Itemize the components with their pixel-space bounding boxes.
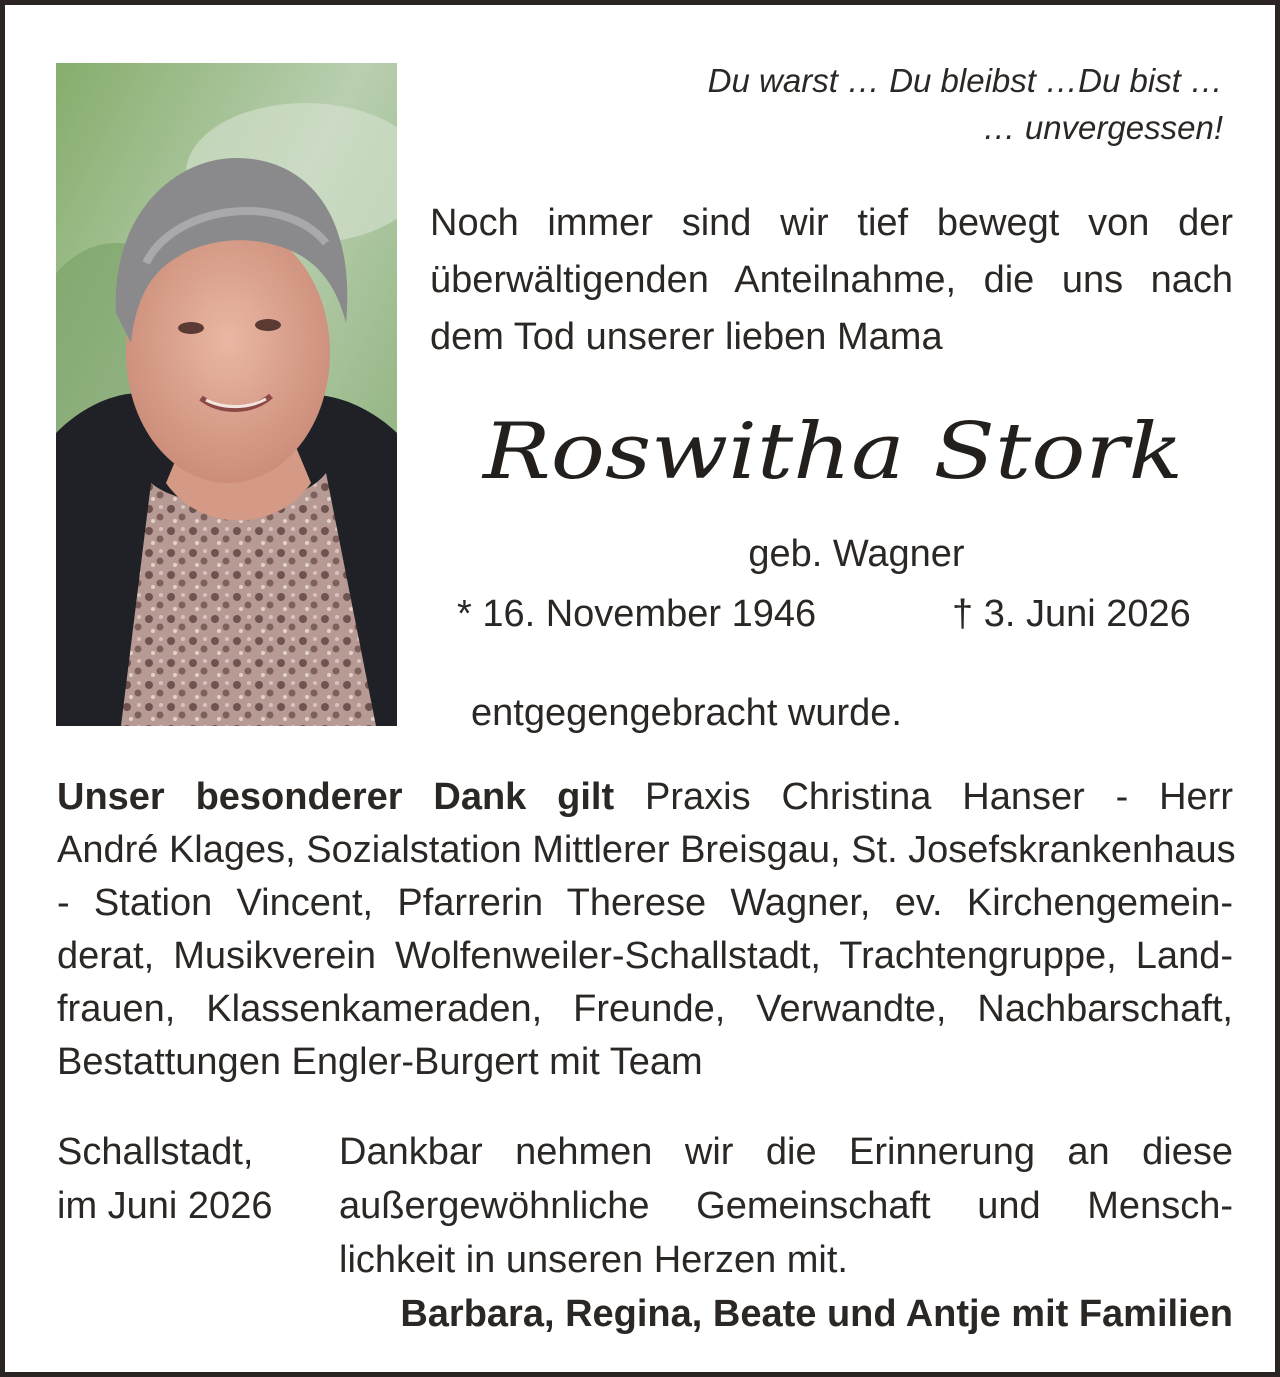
intro-line-2: überwältigenden Anteilnahme, die uns nach: [430, 259, 1233, 301]
portrait-photo: [56, 63, 397, 726]
birth-date: * 16. November 1946: [457, 593, 817, 635]
deceased-name: [430, 390, 1233, 510]
thanks-line-1: [57, 771, 1233, 824]
memory-line-2: außergewöhnliche Gemeinschaft und Mensch-: [339, 1185, 1233, 1227]
thanks-line-4: derat, Musikverein Wolfenweiler-Schallstadt, Trachtengruppe, Land-: [57, 935, 1233, 977]
thanks-paragraph: [57, 771, 1236, 1089]
place-date: [57, 1125, 272, 1233]
memory-paragraph: [339, 1125, 1233, 1341]
intro-closing: entgegengebracht wurde.: [471, 692, 902, 734]
motto-line-1: Du warst … Du bleibst …Du bist …: [707, 62, 1223, 99]
death-date: † 3. Juni 2026: [952, 593, 1191, 635]
intro-text: [430, 195, 1233, 366]
intro-line-1: Noch immer sind wir tief bewegt von der: [430, 202, 1233, 244]
motto: [708, 57, 1223, 151]
thanks-lead: Unser besonderer Dank gilt: [57, 776, 615, 818]
thanks-line-5: frauen, Klassenkameraden, Freunde, Verwandte, Nachbarschaft,: [57, 988, 1233, 1030]
place-line-2: im Juni 2026: [57, 1185, 273, 1227]
thanks-line-3: - Station Vincent, Pfarrerin Therese Wagner, ev. Kirchengemein-: [57, 882, 1233, 924]
memory-line-1: Dankbar nehmen wir die Erinnerung an diese: [339, 1131, 1233, 1173]
maiden-name: geb. Wagner: [748, 533, 965, 575]
deceased-name-text: Roswitha Stork: [480, 407, 1183, 497]
intro-line-3: dem Tod unserer lieben Mama: [430, 316, 943, 358]
motto-line-2: … unvergessen!: [982, 109, 1223, 146]
family-signature: Barbara, Regina, Beate und Antje mit Familien: [400, 1293, 1233, 1335]
place-line-1: Schallstadt,: [57, 1131, 254, 1173]
thanks-line-6: Bestattungen Engler-Burgert mit Team: [57, 1041, 703, 1083]
thanks-line-2: André Klages, Sozialstation Mittlerer Breisgau, St. Josefskrankenhaus: [57, 829, 1236, 871]
thanks-line-1-rest: Praxis Christina Hanser - Herr: [645, 776, 1233, 818]
memory-line-3: lichkeit in unseren Herzen mit.: [339, 1239, 848, 1281]
